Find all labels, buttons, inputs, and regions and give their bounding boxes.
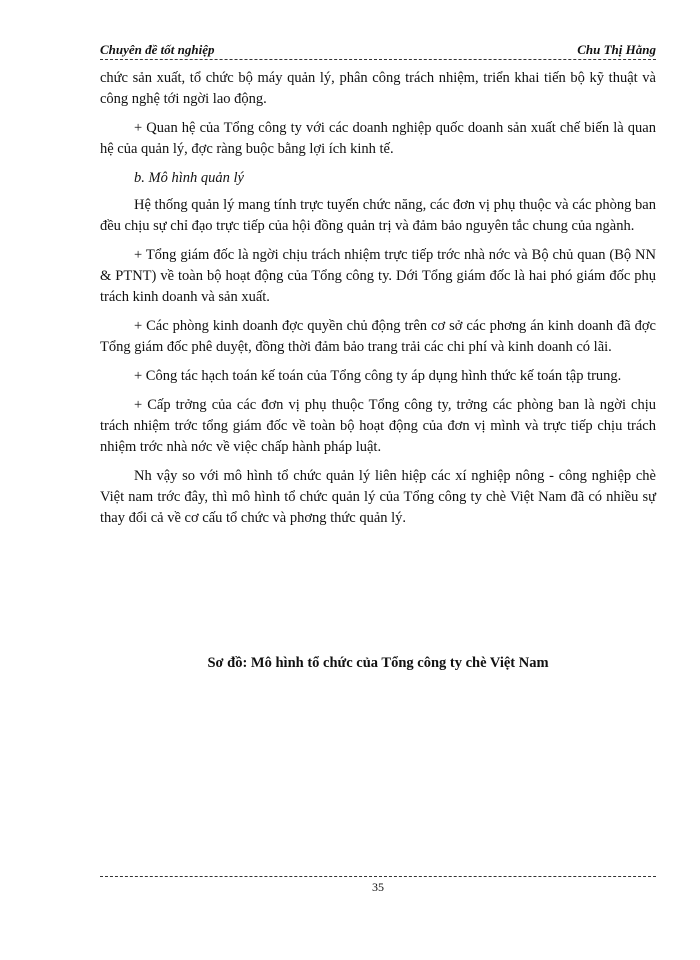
section-subheading: b. Mô hình quản lý — [134, 170, 244, 186]
document-body — [100, 68, 656, 537]
paragraph-continuation: chức sản xuất, tổ chức bộ máy quản lý, phân công trách nhiệm, triển khai tiến bộ kỹ thuật và công nghệ tới ngời lao động. — [100, 70, 656, 107]
header-rule — [100, 59, 656, 60]
paragraph-general-director: + Tổng giám đốc là ngời chịu trách nhiệm trực tiếp trớc nhà nớc và Bộ chủ quan (Bộ NN & PTNT) về toàn bộ hoạt động của Tổng công ty. Dới Tổng giám đốc là hai phó giám đốc phụ trách kinh doanh và sản xuất. — [100, 247, 656, 305]
page-header — [100, 38, 656, 60]
paragraph-accounting: + Công tác hạch toán kế toán của Tổng công ty áp dụng hình thức kế toán tập trung. — [134, 368, 622, 384]
paragraph-conclusion: Nh vậy so với mô hình tổ chức quản lý liên hiệp các xí nghiệp nông - công nghiệp chè Việt nam trớc đây, thì mô hình tổ chức quản lý của Tổng công ty chè Việt Nam đã có nhiều sự thay đổi cả về cơ cấu tổ chức và phơng thức quản lý. — [100, 468, 656, 526]
paragraph-relationship: + Quan hệ của Tổng công ty với các doanh nghiệp quốc doanh sản xuất chế biến là quan hệ của quản lý, đợc ràng buộc bằng lợi ích kinh tế. — [100, 120, 656, 157]
header-doc-type: Chuyên đề tốt nghiệp — [100, 42, 215, 57]
paragraph-business-departments: + Các phòng kinh doanh đợc quyền chủ động trên cơ sở các phơng án kinh doanh đã đợc Tổng giám đốc phê duyệt, đồng thời đảm bảo trang trải các chi phí và kinh doanh có lãi. — [100, 318, 656, 355]
page-footer — [100, 876, 656, 916]
paragraph-management-system: Hệ thống quản lý mang tính trực tuyến chức năng, các đơn vị phụ thuộc và các phòng ban đều chịu sự chỉ đạo trực tiếp của hội đồng quản trị và đảm bảo nguyên tắc chung của ngành. — [100, 197, 656, 234]
footer-rule — [100, 876, 656, 877]
diagram-title: Sơ đồ: Mô hình tổ chức của Tổng công ty chè Việt Nam — [207, 655, 549, 671]
paragraph-unit-heads: + Cấp trởng của các đơn vị phụ thuộc Tổng công ty, trởng các phòng ban là ngời chịu trách nhiệm trớc tổng giám đốc về toàn bộ hoạt động của đơn vị mình và trực tiếp chịu trách nhiệm trớc nhà nớc về việc chấp hành pháp luật. — [100, 397, 656, 455]
header-author: Chu Thị Hằng — [577, 42, 656, 57]
page-number: 35 — [372, 880, 384, 894]
